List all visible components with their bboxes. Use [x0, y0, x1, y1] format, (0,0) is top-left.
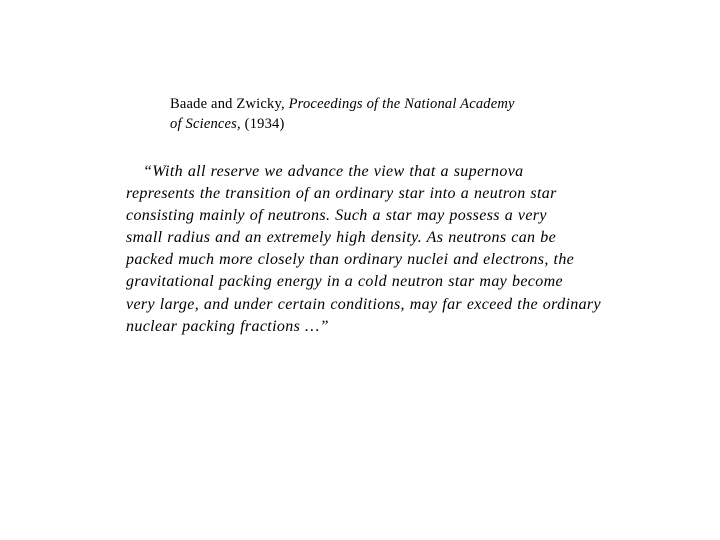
- citation-authors: Baade and Zwicky,: [170, 96, 289, 112]
- quote-line: small radius and an extremely high density. As neutrons can be: [126, 229, 557, 247]
- quote-block: [126, 161, 686, 338]
- citation-year: (1934): [240, 116, 285, 132]
- quote-line: represents the transition of an ordinary star into a neutron star: [126, 185, 557, 203]
- quote-line: consisting mainly of neutrons. Such a star may possess a very: [126, 207, 547, 225]
- citation-journal-line2: of Sciences,: [170, 116, 241, 132]
- quote-line: nuclear packing fractions …”: [126, 317, 329, 335]
- quote-line: “With all reserve we advance the view that a supernova: [143, 163, 524, 180]
- citation-journal-line1: Proceedings of the National Academy: [288, 96, 515, 112]
- quote-line: packed much more closely than ordinary nuclei and electrons, the: [126, 251, 575, 269]
- quote-line: very large, and under certain conditions, may far exceed the ordinary: [126, 295, 601, 313]
- quote-line: gravitational packing energy in a cold neutron star may become: [126, 273, 563, 291]
- citation: [170, 94, 600, 134]
